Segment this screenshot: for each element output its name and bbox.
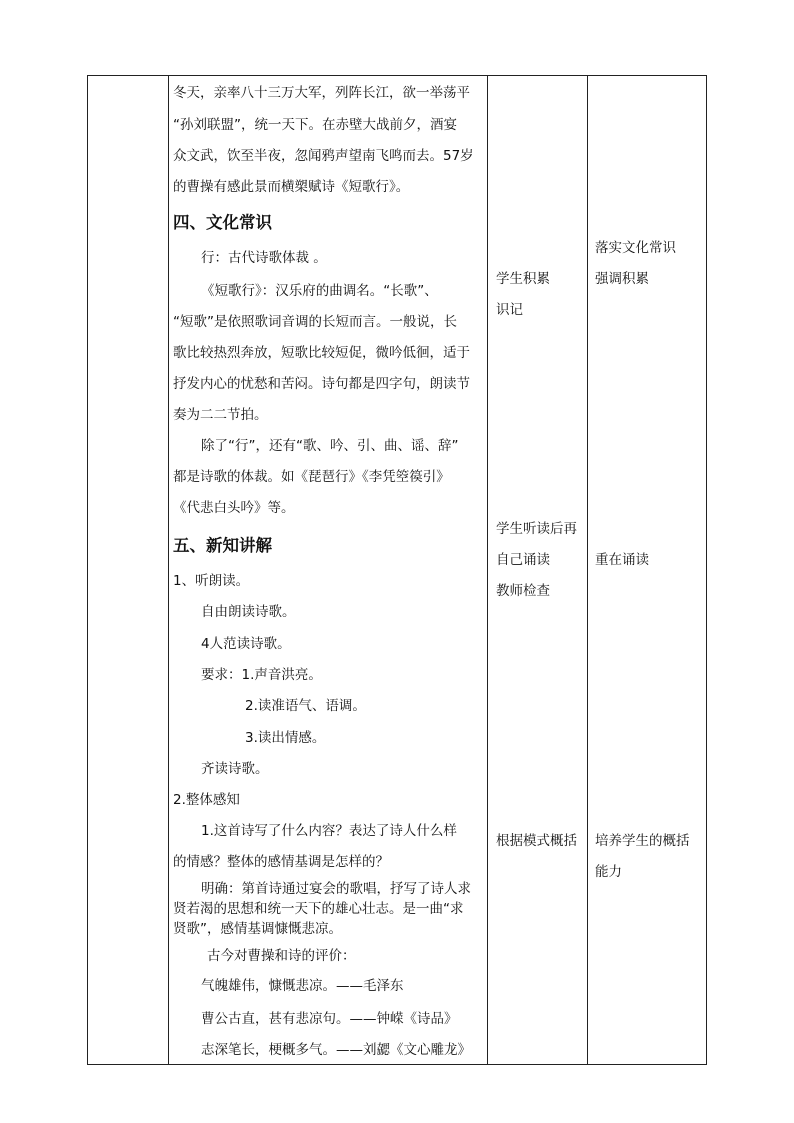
content-line: 曹公古直，甚有悲凉句。——钟嵘《诗品》 (201, 1011, 458, 1027)
column-divider (587, 76, 588, 1064)
content-line: 奏为二二节拍。 (173, 407, 268, 423)
student-activity-line: 学生积累 (496, 271, 550, 287)
content-line: 4人范读诗歌。 (201, 636, 291, 652)
column-divider (168, 76, 169, 1064)
content-line: 1、听朗读。 (173, 573, 250, 589)
student-activity-line: 教师检查 (496, 583, 550, 599)
student-activity-line: 自己诵读 (496, 552, 550, 568)
content-line: 自由朗读诗歌。 (201, 604, 296, 620)
content-line: 《短歌行》：汉乐府的曲调名。“长歌”、 (201, 283, 438, 299)
content-line: 贤若渴的思想和统一天下的雄心壮志。是一曲“求 (173, 901, 464, 917)
content-line: 古今对曹操和诗的评价： (207, 948, 356, 964)
content-line: “短歌”是依照歌词音调的长短而言。一般说，长 (173, 314, 457, 330)
student-activity-line: 学生听读后再 (496, 521, 577, 537)
content-line: 歌比较热烈奔放，短歌比较短促，微吟低徊，适于 (173, 345, 470, 361)
section-heading: 五、新知讲解 (173, 536, 272, 555)
content-line: 都是诗歌的体裁。如《琵琶行》《李凭箜篌引》 (173, 469, 450, 485)
content-line: 冬天，亲率八十三万大军，列阵长江，欲一举荡平 (173, 85, 470, 101)
content-line: 2.读准语气、语调。 (245, 698, 366, 714)
content-line: 的情感？整体的感情基调是怎样的？ (173, 854, 389, 870)
column-divider (487, 76, 488, 1064)
content-line: 《代悲白头吟》等。 (173, 500, 295, 516)
content-line: 3.读出情感。 (245, 730, 326, 746)
content-line: 2.整体感知 (173, 792, 240, 808)
design-intent-line: 能力 (595, 864, 622, 880)
content-line: 齐读诗歌。 (201, 761, 269, 777)
content-line: 要求：1.声音洪亮。 (201, 667, 322, 683)
design-intent-line: 落实文化常识 (595, 240, 676, 256)
content-line: 的曹操有感此景而横槊赋诗《短歌行》。 (173, 179, 410, 195)
content-line: 1.这首诗写了什么内容？表达了诗人什么样 (201, 823, 457, 839)
design-intent-line: 重在诵读 (595, 552, 649, 568)
content-line: 众文武，饮至半夜，忽闻鸦声望南飞鸣而去。57岁 (173, 148, 474, 164)
design-intent-line: 培养学生的概括 (595, 833, 690, 849)
content-line: 气魄雄伟，慷慨悲凉。——毛泽东 (201, 978, 404, 994)
section-heading: 四、文化常识 (173, 213, 272, 232)
content-line: 明确：第首诗通过宴会的歌唱，抒写了诗人求 (201, 881, 471, 897)
design-intent-line: 强调积累 (595, 271, 649, 287)
content-line: 贤歌”，感情基调慷慨悲凉。 (173, 921, 342, 937)
content-line: 行：古代诗歌体裁 。 (201, 250, 327, 266)
student-activity-line: 识记 (496, 302, 523, 318)
student-activity-line: 根据模式概括 (496, 833, 577, 849)
content-line: 抒发内心的忧愁和苦闷。诗句都是四字句，朗读节 (173, 376, 470, 392)
content-line: 除了“行”，还有“歌、吟、引、曲、谣、辞” (201, 438, 459, 454)
content-line: “孙刘联盟”，统一天下。在赤壁大战前夕，酒宴 (173, 117, 457, 133)
content-line: 志深笔长，梗概多气。——刘勰《文心雕龙》 (201, 1042, 471, 1058)
